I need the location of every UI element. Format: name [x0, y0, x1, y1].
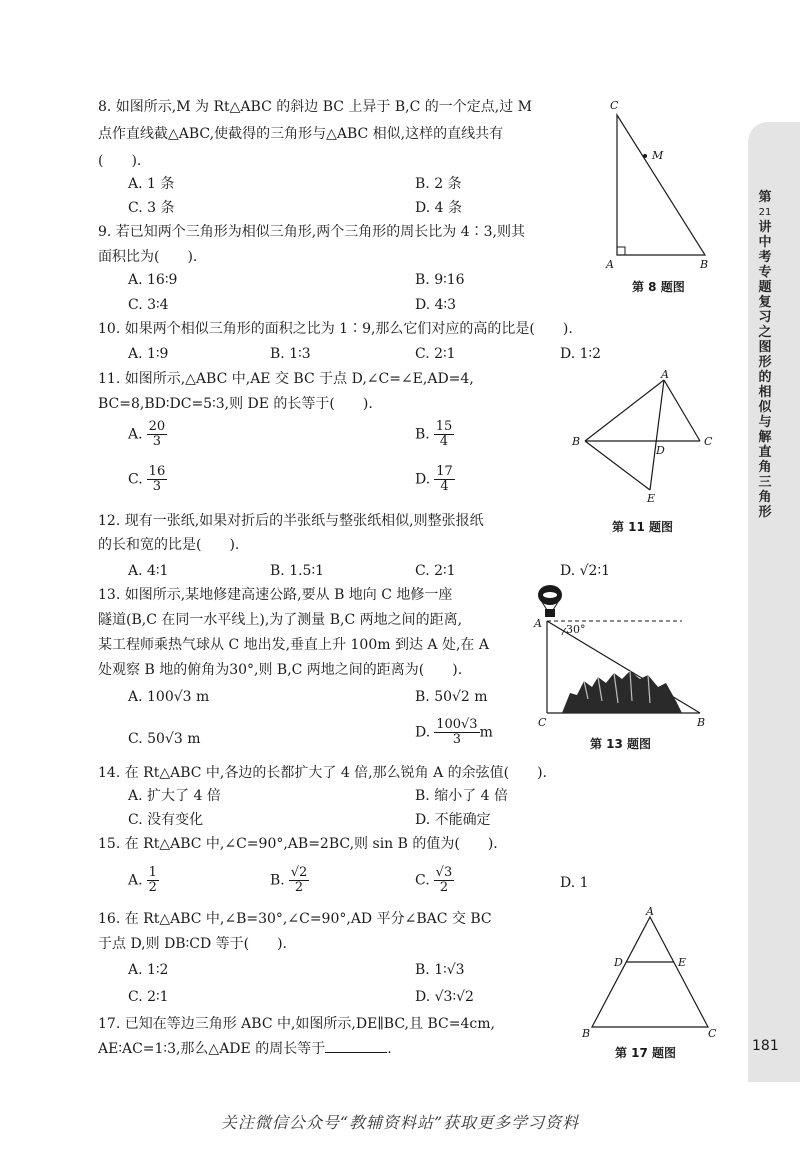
q12-option-c: C. 2∶1 [415, 563, 456, 579]
chapter-number: 21 [758, 207, 772, 218]
q14-option-c: C. 没有变化 [128, 812, 204, 828]
q12-line2: 的长和宽的比是( ). [98, 537, 240, 553]
q11-label-b: B [572, 435, 581, 448]
q11-caption: 第 11 题图 [612, 520, 674, 534]
q15-option-a-fraction: $\frac{1}{2}$ [148, 865, 157, 895]
q11-label-c: C [704, 435, 713, 448]
q13-label-c: C [538, 716, 547, 729]
q15-option-b-label: B. [270, 872, 285, 889]
q11-option-b-label: B. [415, 426, 430, 443]
page-number: 181 [752, 1038, 779, 1054]
q9-option-c: C. 3∶4 [128, 297, 169, 313]
q11-option-c [128, 465, 167, 494]
hot-air-balloon-icon [538, 585, 562, 617]
q14-option-d: D. 不能确定 [415, 812, 491, 828]
q8-point-m [643, 154, 647, 158]
q8-line2: 点作直线截△ABC,使截得的三角形与△ABC 相似,这样的直线共有 [98, 126, 504, 142]
q10-option-c: C. 2∶1 [415, 346, 456, 362]
q17-line2-end: . [387, 1041, 392, 1057]
q13-label-b: B [697, 716, 706, 729]
q13-option-b: B. 50√2 m [415, 689, 488, 705]
q17-label-b: B [582, 1027, 591, 1040]
q13-line4: 处观察 B 地的俯角为30°,则 B,C 两地之间的距离为( ). [98, 662, 463, 678]
chapter-tab [748, 122, 800, 1082]
q8-figure [600, 95, 730, 275]
q13-option-d-fraction: $\frac{100√3}{3}$ [436, 717, 478, 747]
q15-option-a-label: A. [128, 872, 143, 889]
q16-option-a: A. 1∶2 [128, 962, 169, 978]
q13-line1: 13. 如图所示,某地修建高速公路,要从 B 地向 C 地修一座 [98, 587, 453, 603]
q16-option-d: D. √3∶√2 [415, 989, 474, 1005]
q15-option-c [415, 866, 454, 895]
q11-line1: 11. 如图所示,△ABC 中,AE 交 BC 于点 D,∠C=∠E,AD=4, [98, 371, 474, 387]
q13-label-angle: 30° [566, 623, 586, 636]
q15-option-d: D. 1 [560, 875, 589, 891]
q9-option-b: B. 9∶16 [415, 272, 465, 288]
q12-option-b: B. 1.5∶1 [270, 563, 325, 579]
q8-option-d: D. 4 条 [415, 200, 462, 216]
q8-label-a: A [606, 258, 614, 271]
q8-option-a: A. 1 条 [128, 176, 175, 192]
q11-segment-ac [664, 380, 700, 441]
q9-line1: 9. 若已知两个三角形为相似三角形,两个三角形的周长比为 4∶3,则其 [98, 224, 525, 240]
q8-line3: ( ). [98, 153, 142, 169]
q10-option-b: B. 1∶3 [270, 346, 311, 362]
q8-caption: 第 8 题图 [632, 280, 685, 294]
q11-option-a [128, 420, 167, 449]
q14-line1: 14. 在 Rt△ABC 中,各边的长都扩大了 4 倍,那么锐角 A 的余弦值( ). [98, 765, 548, 781]
q16-line2: 于点 D,则 DB∶CD 等于( ). [98, 936, 287, 952]
q13-option-d [415, 718, 493, 747]
q13-label-a: A [534, 617, 542, 630]
q11-option-d-label: D. [415, 471, 431, 488]
q13-option-d-unit: m [479, 724, 493, 741]
q8-label-c: C [610, 99, 619, 112]
q8-option-b: B. 2 条 [415, 176, 462, 192]
q13-line2: 隧道(B,C 在同一水平线上),为了测量 B,C 两地之间的距离, [98, 612, 463, 628]
q17-caption: 第 17 题图 [615, 1046, 677, 1060]
q17-triangle [592, 917, 708, 1027]
mountain-icon [562, 671, 682, 713]
q16-line1: 16. 在 Rt△ABC 中,∠B=30°,∠C=90°,AD 平分∠BAC 交 BC [98, 911, 492, 927]
q11-option-a-label: A. [128, 426, 143, 443]
q17-answer-blank [325, 1038, 387, 1053]
q11-label-e: E [647, 492, 656, 505]
q11-figure [570, 370, 720, 510]
q15-option-b-fraction: $\frac{√2}{2}$ [290, 865, 308, 895]
q11-option-c-label: C. [128, 471, 143, 488]
q11-option-c-fraction: $\frac{16}{3}$ [148, 464, 166, 494]
q11-label-d: D [656, 444, 665, 457]
q8-label-b: B [700, 258, 709, 271]
q8-triangle [617, 115, 705, 255]
q16-option-b: B. 1∶√3 [415, 962, 465, 978]
q11-label-a: A [661, 370, 669, 381]
q17-label-e: E [678, 956, 687, 969]
q9-line2: 面积比为( ). [98, 249, 198, 265]
q9-option-d: D. 4∶3 [415, 297, 457, 313]
chapter-title: 讲中考专题复习之图形的相似与解直角三角形 [758, 220, 772, 520]
q8-line1: 8. 如图所示,M 为 Rt△ABC 的斜边 BC 上异于 B,C 的一个定点,过 M [98, 99, 532, 115]
chapter-prefix: 第 [758, 190, 772, 205]
q13-option-a: A. 100√3 m [128, 689, 210, 705]
q11-segment-ba [585, 380, 664, 441]
q11-option-b [415, 420, 454, 449]
q9-option-a: A. 16∶9 [128, 272, 178, 288]
q16-option-c: C. 2∶1 [128, 989, 169, 1005]
q14-option-b: B. 缩小了 4 倍 [415, 788, 508, 804]
q13-line3: 某工程师乘热气球从 C 地出发,垂直上升 100m 到达 A 处,在 A [98, 637, 489, 653]
q17-label-a: A [646, 905, 654, 918]
q10-option-a: A. 1∶9 [128, 346, 169, 362]
q17-label-c: C [708, 1027, 717, 1040]
q17-line1: 17. 已知在等边三角形 ABC 中,如图所示,DE∥BC,且 BC=4cm, [98, 1016, 495, 1032]
q17-line2 [98, 1036, 392, 1063]
q15-option-c-fraction: $\frac{√3}{2}$ [435, 865, 453, 895]
footer-watermark: 关注微信公众号“教辅资料站”获取更多学习资料 [220, 1113, 580, 1132]
q13-option-c: C. 50√3 m [128, 731, 201, 747]
q15-option-c-label: C. [415, 872, 430, 889]
q12-option-d: D. √2∶1 [560, 563, 611, 579]
q11-segment-be [585, 441, 650, 490]
q15-option-a [128, 866, 159, 895]
q11-option-d [415, 465, 455, 494]
chapter-tab-text [757, 190, 773, 520]
q12-line1: 12. 现有一张纸,如果对折后的半张纸与整张纸相似,则整张报纸 [98, 513, 484, 529]
q13-option-d-label: D. [415, 724, 431, 741]
q8-right-angle-mark [617, 247, 625, 255]
q14-option-a: A. 扩大了 4 倍 [128, 788, 221, 804]
q17-label-d: D [614, 956, 623, 969]
q10-option-d: D. 1∶2 [560, 346, 602, 362]
q15-option-b [270, 866, 309, 895]
q10-line1: 10. 如果两个相似三角形的面积之比为 1∶9,那么它们对应的高的比是( ). [98, 321, 573, 337]
q11-option-b-fraction: $\frac{15}{4}$ [435, 419, 453, 449]
q11-option-d-fraction: $\frac{17}{4}$ [436, 464, 453, 494]
q17-figure [580, 905, 720, 1040]
q8-option-c: C. 3 条 [128, 200, 175, 216]
q13-figure [532, 583, 712, 733]
q12-option-a: A. 4∶1 [128, 563, 169, 579]
q11-option-a-fraction: $\frac{20}{3}$ [148, 419, 166, 449]
q13-caption: 第 13 题图 [590, 737, 652, 751]
q8-label-m: M [652, 149, 664, 162]
q11-line2: BC=8,BD∶DC=5∶3,则 DE 的长等于( ). [98, 396, 373, 412]
q11-segment-ae [650, 380, 664, 490]
q15-line1: 15. 在 Rt△ABC 中,∠C=90°,AB=2BC,则 sin B 的值为( ). [98, 836, 498, 852]
q17-line2-text: AE∶AC=1∶3,那么△ADE 的周长等于 [98, 1041, 326, 1057]
